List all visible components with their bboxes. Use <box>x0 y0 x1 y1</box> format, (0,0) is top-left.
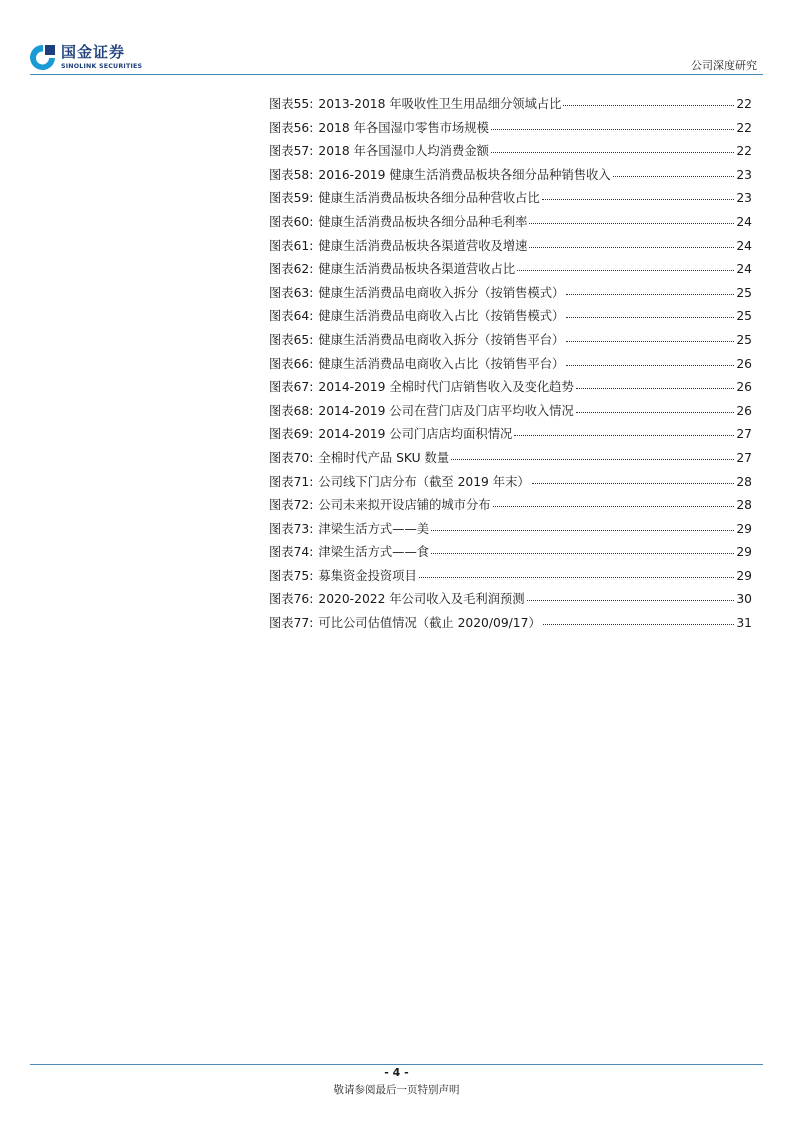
figure-number: 图表55: <box>269 97 314 111</box>
figure-list <box>269 95 752 638</box>
toc-entry[interactable] <box>269 95 752 119</box>
dot-leader <box>566 365 734 366</box>
dot-leader <box>491 152 734 153</box>
dot-leader <box>517 270 734 271</box>
dot-leader <box>431 530 734 531</box>
footer-disclaimer: 敬请参阅最后一页特别声明 <box>333 1084 460 1096</box>
figure-number: 图表76: <box>269 592 314 607</box>
figure-title: 2014-2019 公司在营门店及门店平均收入情况 <box>318 403 574 418</box>
toc-entry[interactable] <box>269 449 752 473</box>
dot-leader <box>431 553 734 554</box>
figure-title: 全棉时代产品 SKU 数量 <box>318 450 450 465</box>
toc-entry[interactable] <box>269 402 752 426</box>
figure-number: 图表60: <box>269 214 314 229</box>
figure-title: 可比公司估值情况（截止 2020/09/17） <box>318 616 541 631</box>
page-reference: 28 <box>736 474 752 489</box>
toc-entry[interactable] <box>269 543 752 567</box>
toc-entry[interactable] <box>269 614 752 638</box>
toc-entry[interactable] <box>269 473 752 497</box>
figure-number: 图表58: <box>269 167 314 182</box>
page-reference: 22 <box>736 120 752 135</box>
page-reference: 25 <box>736 332 752 347</box>
figure-number: 图表77: <box>269 616 314 631</box>
dot-leader <box>532 483 734 484</box>
dot-leader <box>576 412 734 413</box>
dot-leader <box>576 388 734 389</box>
figure-title: 健康生活消费品板块各渠道营收占比 <box>318 262 516 277</box>
page-reference: 22 <box>736 97 752 111</box>
figure-title: 2018 年各国湿巾人均消费金额 <box>318 144 489 159</box>
page-reference: 27 <box>736 427 752 442</box>
page-reference: 27 <box>736 450 752 465</box>
dot-leader <box>493 506 734 507</box>
figure-number: 图表56: <box>269 120 314 135</box>
page-reference: 25 <box>736 285 752 300</box>
figure-number: 图表66: <box>269 356 314 371</box>
toc-entry[interactable] <box>269 189 752 213</box>
figure-number: 图表74: <box>269 545 314 560</box>
dot-leader <box>527 600 734 601</box>
page-reference: 24 <box>736 262 752 277</box>
figure-title: 公司线下门店分布（截至 2019 年末） <box>318 474 530 489</box>
figure-title: 健康生活消费品板块各细分品种毛利率 <box>318 214 528 229</box>
figure-title: 健康生活消费品电商收入占比（按销售模式） <box>318 309 565 324</box>
figure-number: 图表69: <box>269 427 314 442</box>
figure-number: 图表59: <box>269 191 314 206</box>
toc-entry[interactable] <box>269 307 752 331</box>
toc-entry[interactable] <box>269 496 752 520</box>
figure-title: 2014-2019 公司门店店均面积情况 <box>318 427 513 442</box>
dot-leader <box>491 129 734 130</box>
figure-number: 图表73: <box>269 521 314 536</box>
page-reference: 31 <box>736 616 752 631</box>
page-reference: 28 <box>736 498 752 513</box>
toc-entry[interactable] <box>269 378 752 402</box>
toc-entry[interactable] <box>269 119 752 143</box>
page-reference: 24 <box>736 238 752 253</box>
toc-entry[interactable] <box>269 166 752 190</box>
figure-title: 2020-2022 年公司收入及毛利润预测 <box>318 592 525 607</box>
figure-number: 图表61: <box>269 238 314 253</box>
figure-title: 2013-2018 年吸收性卫生用品细分领域占比 <box>318 97 562 111</box>
report-type-label: 公司深度研究 <box>691 59 757 72</box>
figure-number: 图表75: <box>269 568 314 583</box>
company-logo <box>30 44 190 74</box>
page-reference: 26 <box>736 403 752 418</box>
toc-entry[interactable] <box>269 284 752 308</box>
dot-leader <box>529 247 734 248</box>
dot-leader <box>563 105 734 106</box>
header-divider <box>30 74 763 75</box>
dot-leader <box>514 435 734 436</box>
toc-entry[interactable] <box>269 567 752 591</box>
toc-entry[interactable] <box>269 213 752 237</box>
dot-leader <box>566 294 734 295</box>
figure-number: 图表64: <box>269 309 314 324</box>
figure-number: 图表63: <box>269 285 314 300</box>
page-header <box>0 0 793 76</box>
page-reference: 26 <box>736 356 752 371</box>
toc-entry[interactable] <box>269 142 752 166</box>
logo-english-name: SINOLINK SECURITIES <box>61 63 143 70</box>
figure-number: 图表57: <box>269 144 314 159</box>
figure-title: 健康生活消费品电商收入拆分（按销售模式） <box>318 285 565 300</box>
figure-number: 图表62: <box>269 262 314 277</box>
dot-leader <box>566 341 734 342</box>
page-reference: 25 <box>736 309 752 324</box>
toc-entry[interactable] <box>269 237 752 261</box>
figure-number: 图表71: <box>269 474 314 489</box>
page-reference: 22 <box>736 144 752 159</box>
figure-number: 图表68: <box>269 403 314 418</box>
dot-leader <box>451 459 734 460</box>
sinolink-logo-icon <box>30 44 56 72</box>
figure-title: 津梁生活方式——美 <box>318 521 430 536</box>
dot-leader <box>566 317 734 318</box>
figure-title: 2016-2019 健康生活消费品板块各细分品种销售收入 <box>318 167 611 182</box>
figure-title: 公司未来拟开设店铺的城市分布 <box>318 498 491 513</box>
toc-entry[interactable] <box>269 520 752 544</box>
dot-leader <box>542 199 734 200</box>
page-reference: 23 <box>736 167 752 182</box>
figure-title: 健康生活消费品电商收入占比（按销售平台） <box>318 356 565 371</box>
figure-number: 图表65: <box>269 332 314 347</box>
page-reference: 29 <box>736 545 752 560</box>
toc-entry[interactable] <box>269 331 752 355</box>
page-reference: 29 <box>736 521 752 536</box>
dot-leader <box>613 176 734 177</box>
toc-entry[interactable] <box>269 260 752 284</box>
toc-entry[interactable] <box>269 590 752 614</box>
toc-entry[interactable] <box>269 355 752 379</box>
logo-chinese-name: 国金证券 <box>61 43 126 61</box>
figure-number: 图表67: <box>269 380 314 395</box>
footer-divider <box>30 1064 763 1065</box>
figure-title: 健康生活消费品电商收入拆分（按销售平台） <box>318 332 565 347</box>
page-reference: 30 <box>736 592 752 607</box>
page-reference: 23 <box>736 191 752 206</box>
page-reference: 24 <box>736 214 752 229</box>
figure-title: 津梁生活方式——食 <box>318 545 430 560</box>
figure-title: 健康生活消费品板块各细分品种营收占比 <box>318 191 540 206</box>
page-reference: 29 <box>736 568 752 583</box>
figure-title: 2018 年各国湿巾零售市场规模 <box>318 120 489 135</box>
page-reference: 26 <box>736 380 752 395</box>
figure-number: 图表72: <box>269 498 314 513</box>
figure-title: 2014-2019 全棉时代门店销售收入及变化趋势 <box>318 380 574 395</box>
dot-leader <box>419 577 734 578</box>
dot-leader <box>529 223 734 224</box>
figure-title: 募集资金投资项目 <box>318 568 417 583</box>
figure-number: 图表70: <box>269 450 314 465</box>
dot-leader <box>543 624 734 625</box>
page-number: - 4 - <box>384 1066 409 1079</box>
figure-title: 健康生活消费品板块各渠道营收及增速 <box>318 238 528 253</box>
toc-entry[interactable] <box>269 425 752 449</box>
